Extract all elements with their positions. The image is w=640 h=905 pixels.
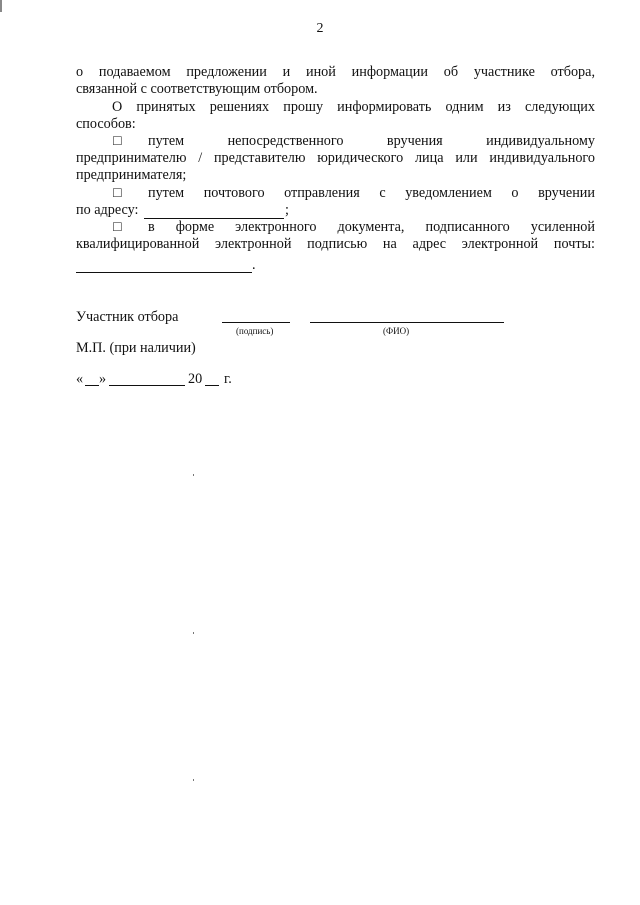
date-close-quote: »: [99, 371, 107, 387]
option-text: в форме электронного документа, подписанного усиленной: [148, 219, 595, 235]
paragraph-line: способов:: [76, 116, 136, 132]
year-field-line[interactable]: [205, 385, 219, 386]
year-prefix: 20: [188, 371, 203, 387]
paragraph-line: связанной с соответствующим отбором.: [76, 81, 318, 97]
paragraph-line: О принятых решениях прошу информировать одним из следующих: [112, 99, 595, 115]
address-line: [76, 202, 595, 219]
option-text: путем почтового отправления с уведомлением о вручении: [148, 185, 595, 201]
name-caption: (ФИО): [383, 326, 410, 336]
paragraph-line: квалифицированной электронной подписью на адрес электронной почты:: [76, 236, 595, 252]
paragraph-line: предпринимателю / представителю юридического лица или индивидуального: [76, 150, 595, 166]
address-label: по адресу:: [76, 202, 139, 218]
month-field-line[interactable]: [109, 385, 185, 386]
scan-speck: [193, 632, 194, 634]
checkbox-icon[interactable]: ☐: [112, 186, 123, 200]
signature-field-line[interactable]: [222, 322, 290, 323]
signature-caption: (подпись): [236, 326, 274, 336]
date-open-quote: «: [76, 371, 84, 387]
paragraph-line: предпринимателя;: [76, 167, 187, 183]
checkbox-icon[interactable]: ☐: [112, 220, 123, 234]
scan-edge-mark: [0, 0, 2, 12]
participant-label: Участник отбора: [76, 309, 179, 325]
option-text: путем непосредственного вручения индивидуальному: [148, 133, 595, 149]
checkbox-icon[interactable]: ☐: [112, 134, 123, 148]
scan-speck: [193, 474, 194, 476]
day-field-line[interactable]: [85, 385, 99, 386]
name-field-line[interactable]: [310, 322, 504, 323]
email-field-line[interactable]: [76, 272, 252, 273]
email-suffix: .: [252, 257, 256, 273]
seal-label: М.П. (при наличии): [76, 340, 196, 356]
scan-speck: [193, 779, 194, 781]
address-suffix: ;: [285, 202, 289, 218]
page-number: 2: [316, 21, 324, 36]
year-suffix: г.: [224, 371, 232, 387]
paragraph-line: о подаваемом предложении и иной информации об участнике отбора,: [76, 64, 595, 80]
